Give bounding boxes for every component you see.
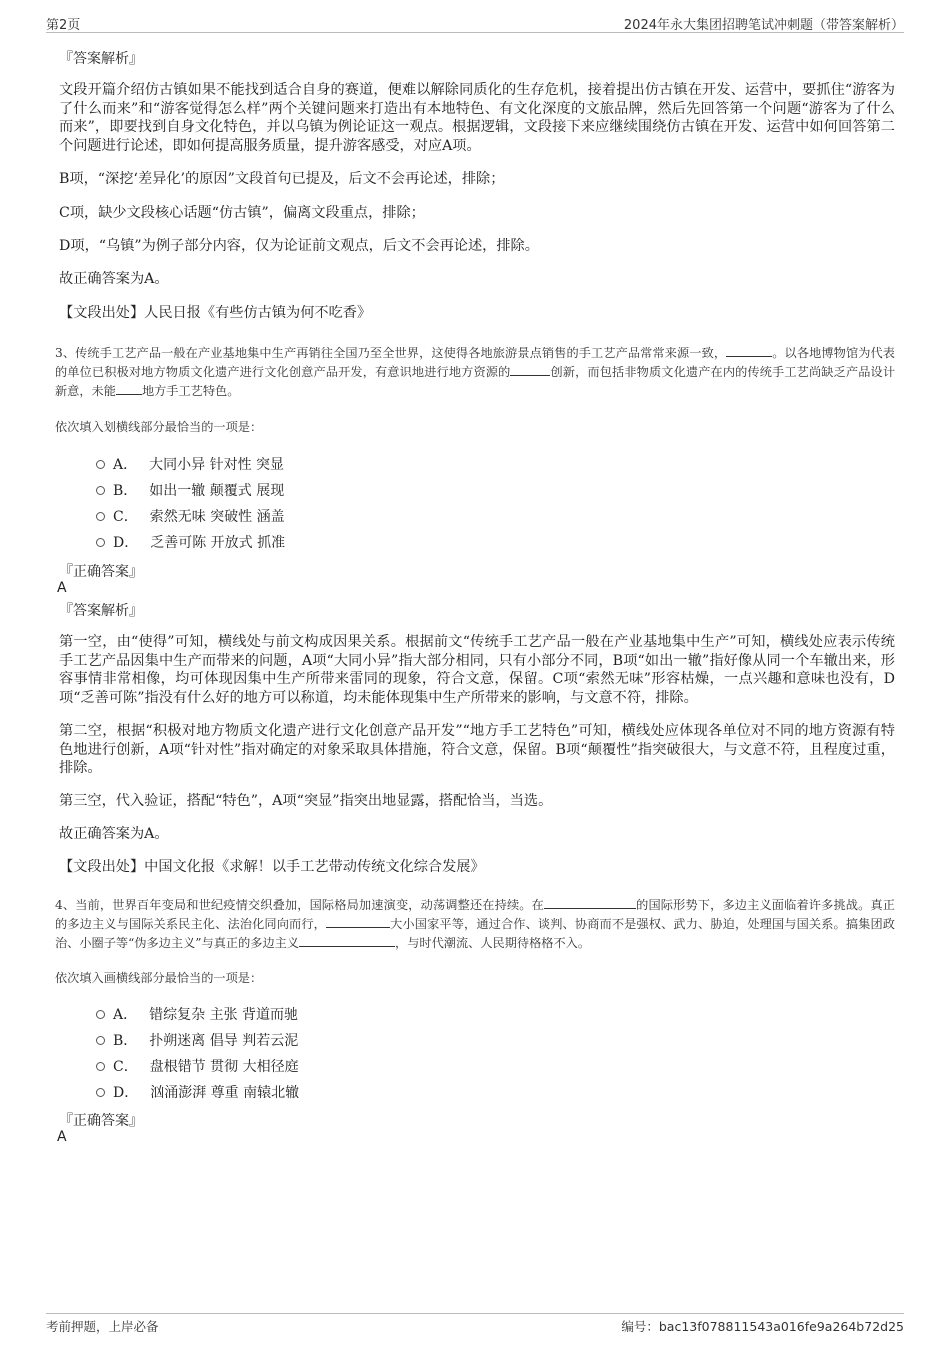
correct-answer-label: 『正确答案』 (59, 564, 143, 580)
radio-icon[interactable] (96, 1036, 105, 1045)
option-c[interactable]: C． 索然无味 突破性 涵盖 (96, 506, 285, 526)
blank-line (326, 915, 390, 928)
radio-icon[interactable] (96, 1088, 105, 1097)
analysis-paragraph: 第一空，由“使得”可知，横线处与前文构成因果关系。根据前文“传统手工艺产品一般在产业基地集中生产”可知，横线处应表示传统手工艺产品因集中生产而带来的问题，A项“大同小异”指大部分相同，只有小部分不同，B项“如出一辙”指好像从同一个车辙出来，形容事情非常相像，均可体现因集中生产所带来雷同的现象，符合文意，保留。C项“索然无味”形容枯燥，一点兴趣和意味也没有，D项“乏善可陈”指没有什么好的地方可以称道，均未能体现集中生产所带来的影响，与文意不符，排除。 (59, 634, 895, 706)
analysis-paragraph: 第二空，根据“积极对地方物质文化遗产进行文化创意产品开发”“地方手工艺特色”可知，横线处应体现各单位对不同的地方资源有特色地进行创新，A项“针对性”指对确定的对象采取具体措施，符合文意，保留。B项“颠覆性”指突破很大，与文意不符，且程度过重，排除。 (59, 723, 895, 776)
question-3-stem: 3、传统手工艺产品一般在产业基地集中生产再销往全国乃至全世界，这使得各地旅游景点销售的手工艺产品常常来源一致， 。以各地博物馆为代表的单位已积极对地方物质文化遗产进行文化创意产品开发，有意识地进行地方资源的 创新，而包括非物质文化遗产在内的传统手工艺尚缺乏产品设计新意，未能 地方手工艺特色。 (55, 346, 896, 398)
document-title: 2024年永大集团招聘笔试冲刺题（带答案解析） (623, 18, 904, 33)
question-prompt: 依次填入画横线部分最恰当的一项是： (55, 971, 263, 985)
blank-line (510, 363, 550, 376)
radio-icon[interactable] (96, 538, 105, 547)
analysis-label: 『答案解析』 (59, 603, 143, 619)
analysis-label: 『答案解析』 (59, 51, 143, 67)
correct-answer-value: A (57, 580, 67, 596)
page-header (46, 12, 904, 33)
conclusion-text: 故正确答案为A。 (59, 826, 169, 842)
radio-icon[interactable] (96, 1062, 105, 1071)
page-number: 第2页 (46, 18, 81, 33)
blank-line (544, 896, 636, 909)
radio-icon[interactable] (96, 486, 105, 495)
blank-line (299, 934, 395, 947)
analysis-paragraph: B项，“深挖‘差异化’的原因”文段首句已提及，后文不会再论述，排除； (59, 171, 505, 187)
radio-icon[interactable] (96, 1010, 105, 1019)
radio-icon[interactable] (96, 460, 105, 469)
question-prompt: 依次填入划横线部分最恰当的一项是： (55, 420, 263, 434)
source-citation: 【文段出处】人民日报《有些仿古镇为何不吃香》 (59, 305, 372, 321)
correct-answer-value: A (57, 1129, 67, 1145)
source-citation: 【文段出处】中国文化报《求解！以手工艺带动传统文化综合发展》 (59, 859, 485, 875)
option-d[interactable]: D． 乏善可陈 开放式 抓准 (96, 532, 285, 552)
option-a[interactable]: A． 大同小异 针对性 突显 (96, 454, 284, 474)
blank-line (726, 344, 772, 357)
option-b[interactable]: B． 扑朔迷离 倡导 判若云泥 (96, 1030, 298, 1050)
question-4-stem: 4、当前，世界百年变局和世纪疫情交织叠加，国际格局加速演变，动荡调整还在持续。在 的国际形势下，多边主义面临着许多挑战。真正的多边主义与国际关系民主化、法治化同向而行， 大小国家平等，通过合作、谈判、协商而不是强权、武力、胁迫，处理国与国关系。搞集团政治、小圈子等“伪多边主义”与真正的多边主义 ，与时代潮流、人民期待格格不入。 (55, 898, 895, 950)
blank-line (116, 382, 142, 395)
analysis-paragraph: 第三空，代入验证，搭配“特色”，A项“突显”指突出地显露，搭配恰当，当选。 (59, 793, 553, 809)
analysis-paragraph: C项，缺少文段核心话题“仿古镇”，偏离文段重点，排除； (59, 205, 425, 221)
footer-slogan: 考前押题，上岸必备 (46, 1319, 159, 1334)
analysis-paragraph: 文段开篇介绍仿古镇如果不能找到适合自身的赛道，便难以解除同质化的生存危机，接着提出仿古镇在开发、运营中，要抓住“游客为了什么而来”和“游客觉得怎么样”两个关键问题来打造出有本地特色、有文化深度的文旅品牌，然后先回答第一个问题“游客为了什么而来”，即要找到自身文化特色，并以乌镇为例论证这一观点。根据逻辑，文段接下来应继续围绕仿古镇在开发、运营中如何回答第二个问题进行论述，即如何提高服务质量，提升游客感受，对应A项。 (59, 82, 895, 154)
document-code: 编号：bac13f078811543a016fe9a264b72d25 (621, 1319, 904, 1334)
option-b[interactable]: B． 如出一辙 颠覆式 展现 (96, 480, 284, 500)
correct-answer-label: 『正确答案』 (59, 1113, 143, 1129)
conclusion-text: 故正确答案为A。 (59, 271, 169, 287)
option-c[interactable]: C． 盘根错节 贯彻 大相径庭 (96, 1056, 299, 1076)
analysis-paragraph: D项，“乌镇”为例子部分内容，仅为论证前文观点，后文不会再论述，排除。 (59, 238, 539, 254)
page-footer (46, 1313, 904, 1334)
option-d[interactable]: D． 汹涌澎湃 尊重 南辕北辙 (96, 1082, 299, 1102)
option-a[interactable]: A． 错综复杂 主张 背道而驰 (96, 1004, 298, 1024)
radio-icon[interactable] (96, 512, 105, 521)
